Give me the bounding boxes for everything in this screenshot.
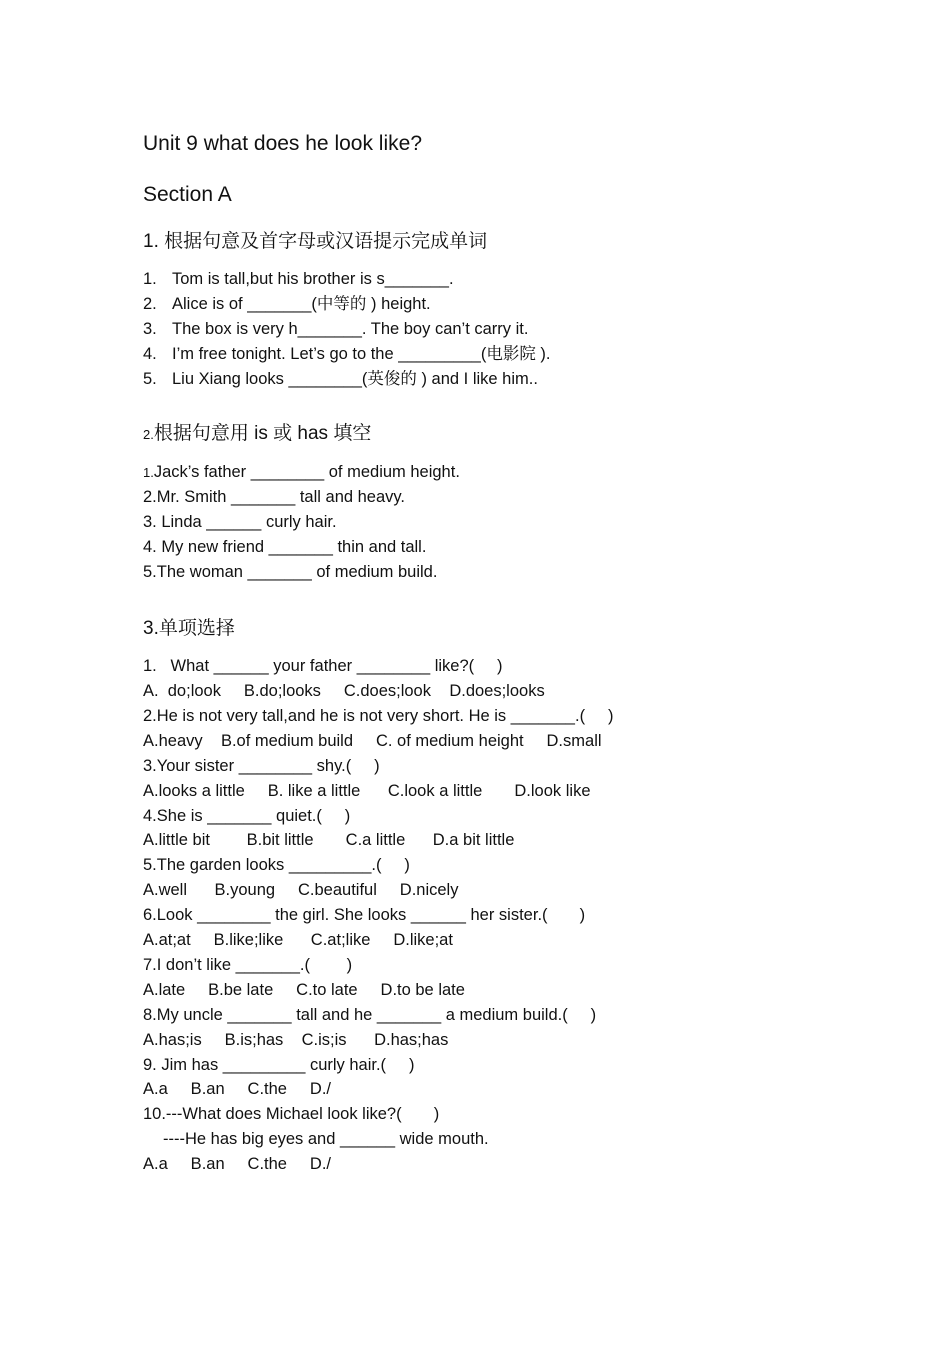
list-item — [143, 267, 883, 292]
options-line: A.a B.an C.the D./ — [143, 1155, 331, 1174]
part3-heading: 3.单项选择 — [143, 618, 235, 640]
options-line: A.heavy B.of medium build C. of medium height D.small — [143, 731, 602, 750]
question-line: 4.She is _______ quiet.( ) — [143, 806, 351, 825]
item-number: 4. — [143, 344, 157, 363]
item-number: 2. — [143, 294, 157, 313]
options-line: A.has;is B.is;has C.is;is D.has;has — [143, 1030, 449, 1049]
item-text: The box is very h_______. The boy can’t carry it. — [172, 319, 529, 338]
question-line: 7.I don’t like _______.( ) — [143, 955, 353, 974]
question-line: 2.He is not very tall,and he is not very short. He is _______.( ) — [143, 706, 614, 725]
item-number: 1. — [143, 270, 157, 288]
options-line: A.little bit B.bit little C.a little D.a bit little — [143, 831, 515, 850]
item-number: 3. — [143, 319, 157, 338]
item-text: Jack’s father ________ of medium height. — [153, 462, 460, 481]
item-number: 1. — [143, 464, 154, 480]
item-text: I’m free tonight. Let’s go to the _________(电影院 ). — [172, 344, 551, 363]
part3-list — [143, 654, 883, 1177]
list-item — [143, 460, 883, 486]
list-item — [143, 317, 883, 342]
part2-heading-number: 2. — [143, 426, 154, 442]
options-line: A. do;look B.do;looks C.does;look D.does;looks — [143, 681, 545, 700]
question-line: 5.The garden looks _________.( ) — [143, 856, 410, 875]
question-line: 10.---What does Michael look like?( ) — [143, 1105, 440, 1124]
list-item: 4. My new friend _______ thin and tall. — [143, 538, 427, 557]
list-item — [143, 367, 883, 392]
part2-list — [143, 460, 883, 586]
options-line: A.late B.be late C.to late D.to be late — [143, 980, 465, 999]
unit-title: Unit 9 what does he look like? — [143, 132, 422, 155]
section-title: Section A — [143, 183, 232, 206]
list-item: 2.Mr. Smith _______ tall and heavy. — [143, 488, 406, 507]
options-line: A.a B.an C.the D./ — [143, 1080, 331, 1099]
question-line: 1. What ______ your father ________ like?( ) — [143, 657, 503, 676]
list-item — [143, 292, 883, 317]
item-text: Liu Xiang looks ________(英俊的 ) and I like him.. — [172, 369, 538, 388]
part1-list — [143, 267, 883, 392]
options-line: A.well B.young C.beautiful D.nicely — [143, 881, 459, 900]
item-number: 5. — [143, 369, 157, 388]
question-line: 6.Look ________ the girl. She looks ______ her sister.( ) — [143, 906, 586, 925]
item-text: Alice is of _______(中等的 ) height. — [172, 294, 431, 313]
item-text: Tom is tall,but his brother is s_______. — [172, 270, 454, 288]
question-line: 8.My uncle _______ tall and he _______ a medium build.( ) — [143, 1005, 597, 1024]
options-line: A.at;at B.like;like C.at;like D.like;at — [143, 931, 453, 950]
dialogue-line: ----He has big eyes and ______ wide mouth. — [163, 1130, 489, 1149]
question-line: 9. Jim has _________ curly hair.( ) — [143, 1055, 415, 1074]
part2-heading — [143, 419, 883, 450]
options-line: A.looks a little B. like a little C.look a little D.look like — [143, 781, 591, 800]
question-line: 3.Your sister ________ shy.( ) — [143, 756, 380, 775]
list-item: 3. Linda ______ curly hair. — [143, 513, 337, 532]
list-item — [143, 342, 883, 367]
part2-heading-text: 根据句意用 is 或 has 填空 — [153, 422, 372, 444]
list-item: 5.The woman _______ of medium build. — [143, 563, 438, 582]
worksheet-content — [143, 128, 883, 1177]
part1-heading: 1. 根据句意及首字母或汉语提示完成单词 — [143, 231, 488, 252]
